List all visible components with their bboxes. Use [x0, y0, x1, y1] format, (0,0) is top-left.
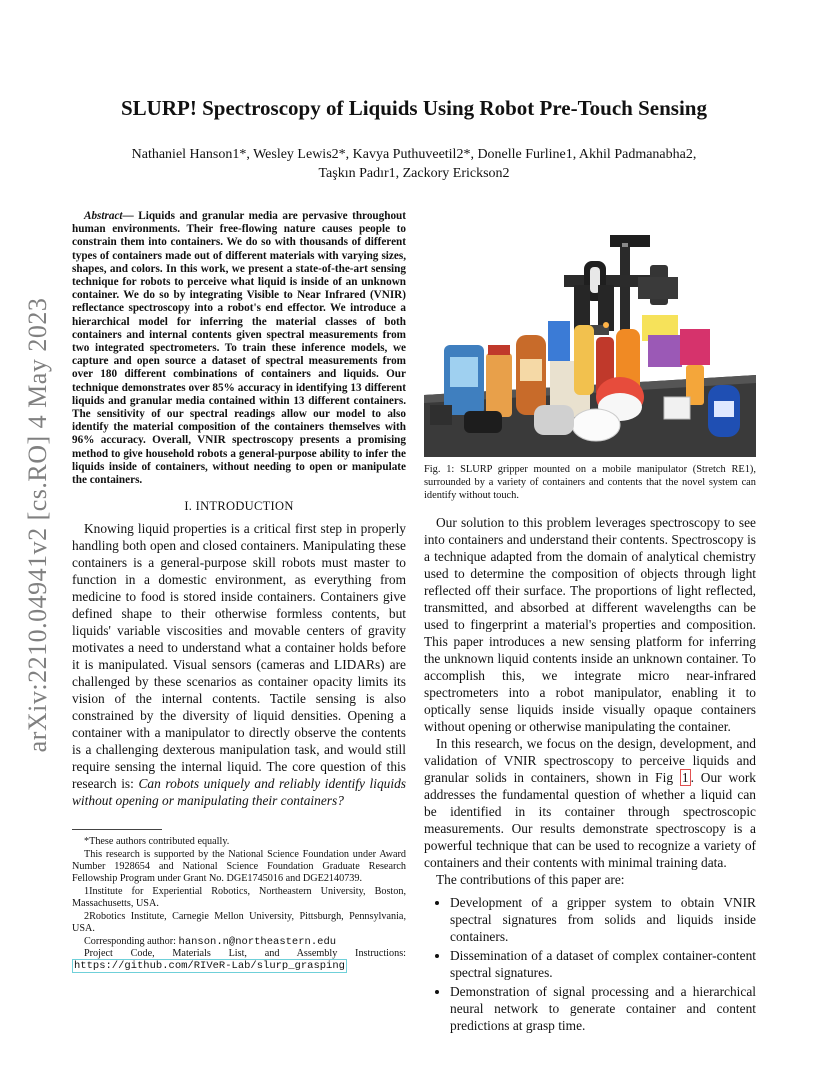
intro-p1-text: Knowing liquid properties is a critical first step in properly handling both open and closed containers. Manipulating these containers is a general-purpose skill robots must master to function in a domestic environment, as everything from medicine to food is stored inside containers. Containers give defined shape to their otherwise formless contents, but liquids' variable viscosities and movable centers of gravity motivates a need to understand what a container holds before it is manipulated. Visual sensors (cameras and LIDARs) are challenged by these scenarios as container opacity limits its vision of the internal contents. Tactile sensing is also constrained by the diversity of liquid densities. Opening a container with a manipulator to directly observe the contents is a challenging dexterous manipulation task, and would still require sensing the internal liquid. The core question of this research is:	[72, 521, 406, 792]
corresponding-email[interactable]: hanson.n@northeastern.edu	[178, 935, 337, 948]
right-p2-text-a: In this research, we focus on the design, development, and validation of VNIR spectroscopy to perceive liquids and granular solids in containers, shown in Fig	[424, 736, 756, 785]
footnote-project-code	[72, 948, 406, 973]
contributions-list	[424, 894, 756, 1034]
left-column	[72, 210, 406, 973]
arxiv-watermark-text: arXiv:2210.04941v2 [cs.RO] 4 May 2023	[23, 297, 52, 753]
footnote-affiliation-2: 2Robotics Institute, Carnegie Mellon University, Pittsburgh, Pennsylvania, USA.	[72, 910, 406, 935]
corresponding-label: Corresponding author:	[84, 935, 179, 947]
abstract-text: — Liquids and granular media are pervasive throughout human environments. Their free-flowing nature causes people to constrain them into containers. We do so with thousands of different types of containers made out of different materials with varying sizes, shapes, and colors. In this work, we present a state-of-the-art sensing technique for robots to perceive what liquid is inside of an unknown container. We do so by integrating Visible to Near Infrared (VNIR) reflectance spectroscopy into a robot's end effector. We introduce a hierarchical model for inferring the material classes of both containers and internal contents given spectral measurements from two integrated spectrometers. To train these inference models, we capture and open source a dataset of spectral measurements from over 180 different combinations of containers and liquids. Our technique demonstrates over 85% accuracy in identifying 13 different liquids and granular media contained within 13 different containers. The sensitivity of our spectral readings allow our model to also identify the material composition of the containers themselves with 96% accuracy. Overall, VNIR spectroscopy presents a promising method to give household robots a general-purpose ability to infer the liquids inside of containers, without needing to open or manipulate the containers.	[72, 210, 406, 487]
abstract	[72, 210, 406, 487]
right-column	[424, 225, 756, 1036]
right-paragraph-2	[424, 735, 756, 871]
research-question: Can robots uniquely and reliably identify liquids without opening or manipulating their containers?	[72, 776, 406, 809]
contribution-item: • Demonstration of signal processing and a hierarchical neural network to generate container and content predictions at grasp time.	[450, 983, 756, 1034]
section-heading-introduction: I. INTRODUCTION	[184, 499, 294, 514]
author-list	[90, 145, 738, 183]
figure-1-reference-link[interactable]: 1	[681, 770, 689, 785]
right-paragraph-1: Our solution to this problem leverages spectroscopy to see into containers and understand their contents. Spectroscopy is a technique adapted from the domain of analytical chemistry used to determine the composition of objects through light reflected off their surface. The proportions of light reflected, transmitted, and absorbed at different wavelengths can be used to fingerprint a material's properties and composition. This paper introduces a new sensing platform for inferring the unknown liquid contents inside an unknown container. To accomplish this, we integrate micro near-infrared spectrometers into a robot manipulator, enabling it to optically sense liquids inside visually opaque containers without opening or otherwise manipulating the container.	[424, 515, 756, 734]
intro-paragraph-1	[72, 520, 406, 809]
right-paragraph-3: The contributions of this paper are:	[436, 872, 625, 887]
footnotes	[72, 836, 406, 972]
contribution-item: • Dissemination of a dataset of complex container-content spectral signatures.	[450, 947, 756, 981]
authors-line-2: Taşkın Padır1, Zackory Erickson2	[318, 166, 510, 181]
project-code-link[interactable]: https://github.com/RIVeR-Lab/slurp_grasping	[74, 960, 345, 973]
abstract-label: Abstract	[84, 210, 123, 222]
footnote-equal-contribution: *These authors contributed equally.	[84, 836, 230, 848]
figure-1-photo	[424, 225, 756, 457]
footnote-funding: This research is supported by the National Science Foundation under Award Number 1928654 and National Science Foundation Graduate Research Fellowship Program under Grant No. DGE1745016 and DGE2140739.	[72, 848, 406, 885]
figure-1-caption: Fig. 1: SLURP gripper mounted on a mobile manipulator (Stretch RE1), surrounded by a variety of containers and contents that the novel system can identify without touch.	[424, 464, 756, 501]
paper-title: SLURP! Spectroscopy of Liquids Using Robot Pre-Touch Sensing	[121, 96, 707, 120]
arxiv-watermark	[8, 285, 68, 765]
authors-line-1: Nathaniel Hanson1*, Wesley Lewis2*, Kavya Puthuveetil2*, Donelle Furline1, Akhil Padmanabha2,	[131, 147, 697, 162]
right-p2-text-b: . Our work addresses the fundamental question of whether a liquid can be identified in its container through spectroscopic measurements. Our results demonstrate spectroscopy is a powerful technique that can be used to recognize a variety of containers and their contents with minimal training data.	[424, 770, 756, 870]
right-body	[424, 514, 756, 1034]
footnote-rule	[72, 829, 162, 836]
project-code-label: Project Code, Materials List, and Assembly Instructions:	[84, 947, 406, 959]
contribution-item: • Development of a gripper system to obtain VNIR spectral signatures from solids and liquids inside containers.	[450, 894, 756, 945]
footnote-corresponding	[72, 936, 406, 948]
footnote-affiliation-1: 1Institute for Experiential Robotics, Northeastern University, Boston, Massachusetts, USA.	[72, 885, 406, 910]
robot-and-containers-illustration	[424, 225, 756, 457]
